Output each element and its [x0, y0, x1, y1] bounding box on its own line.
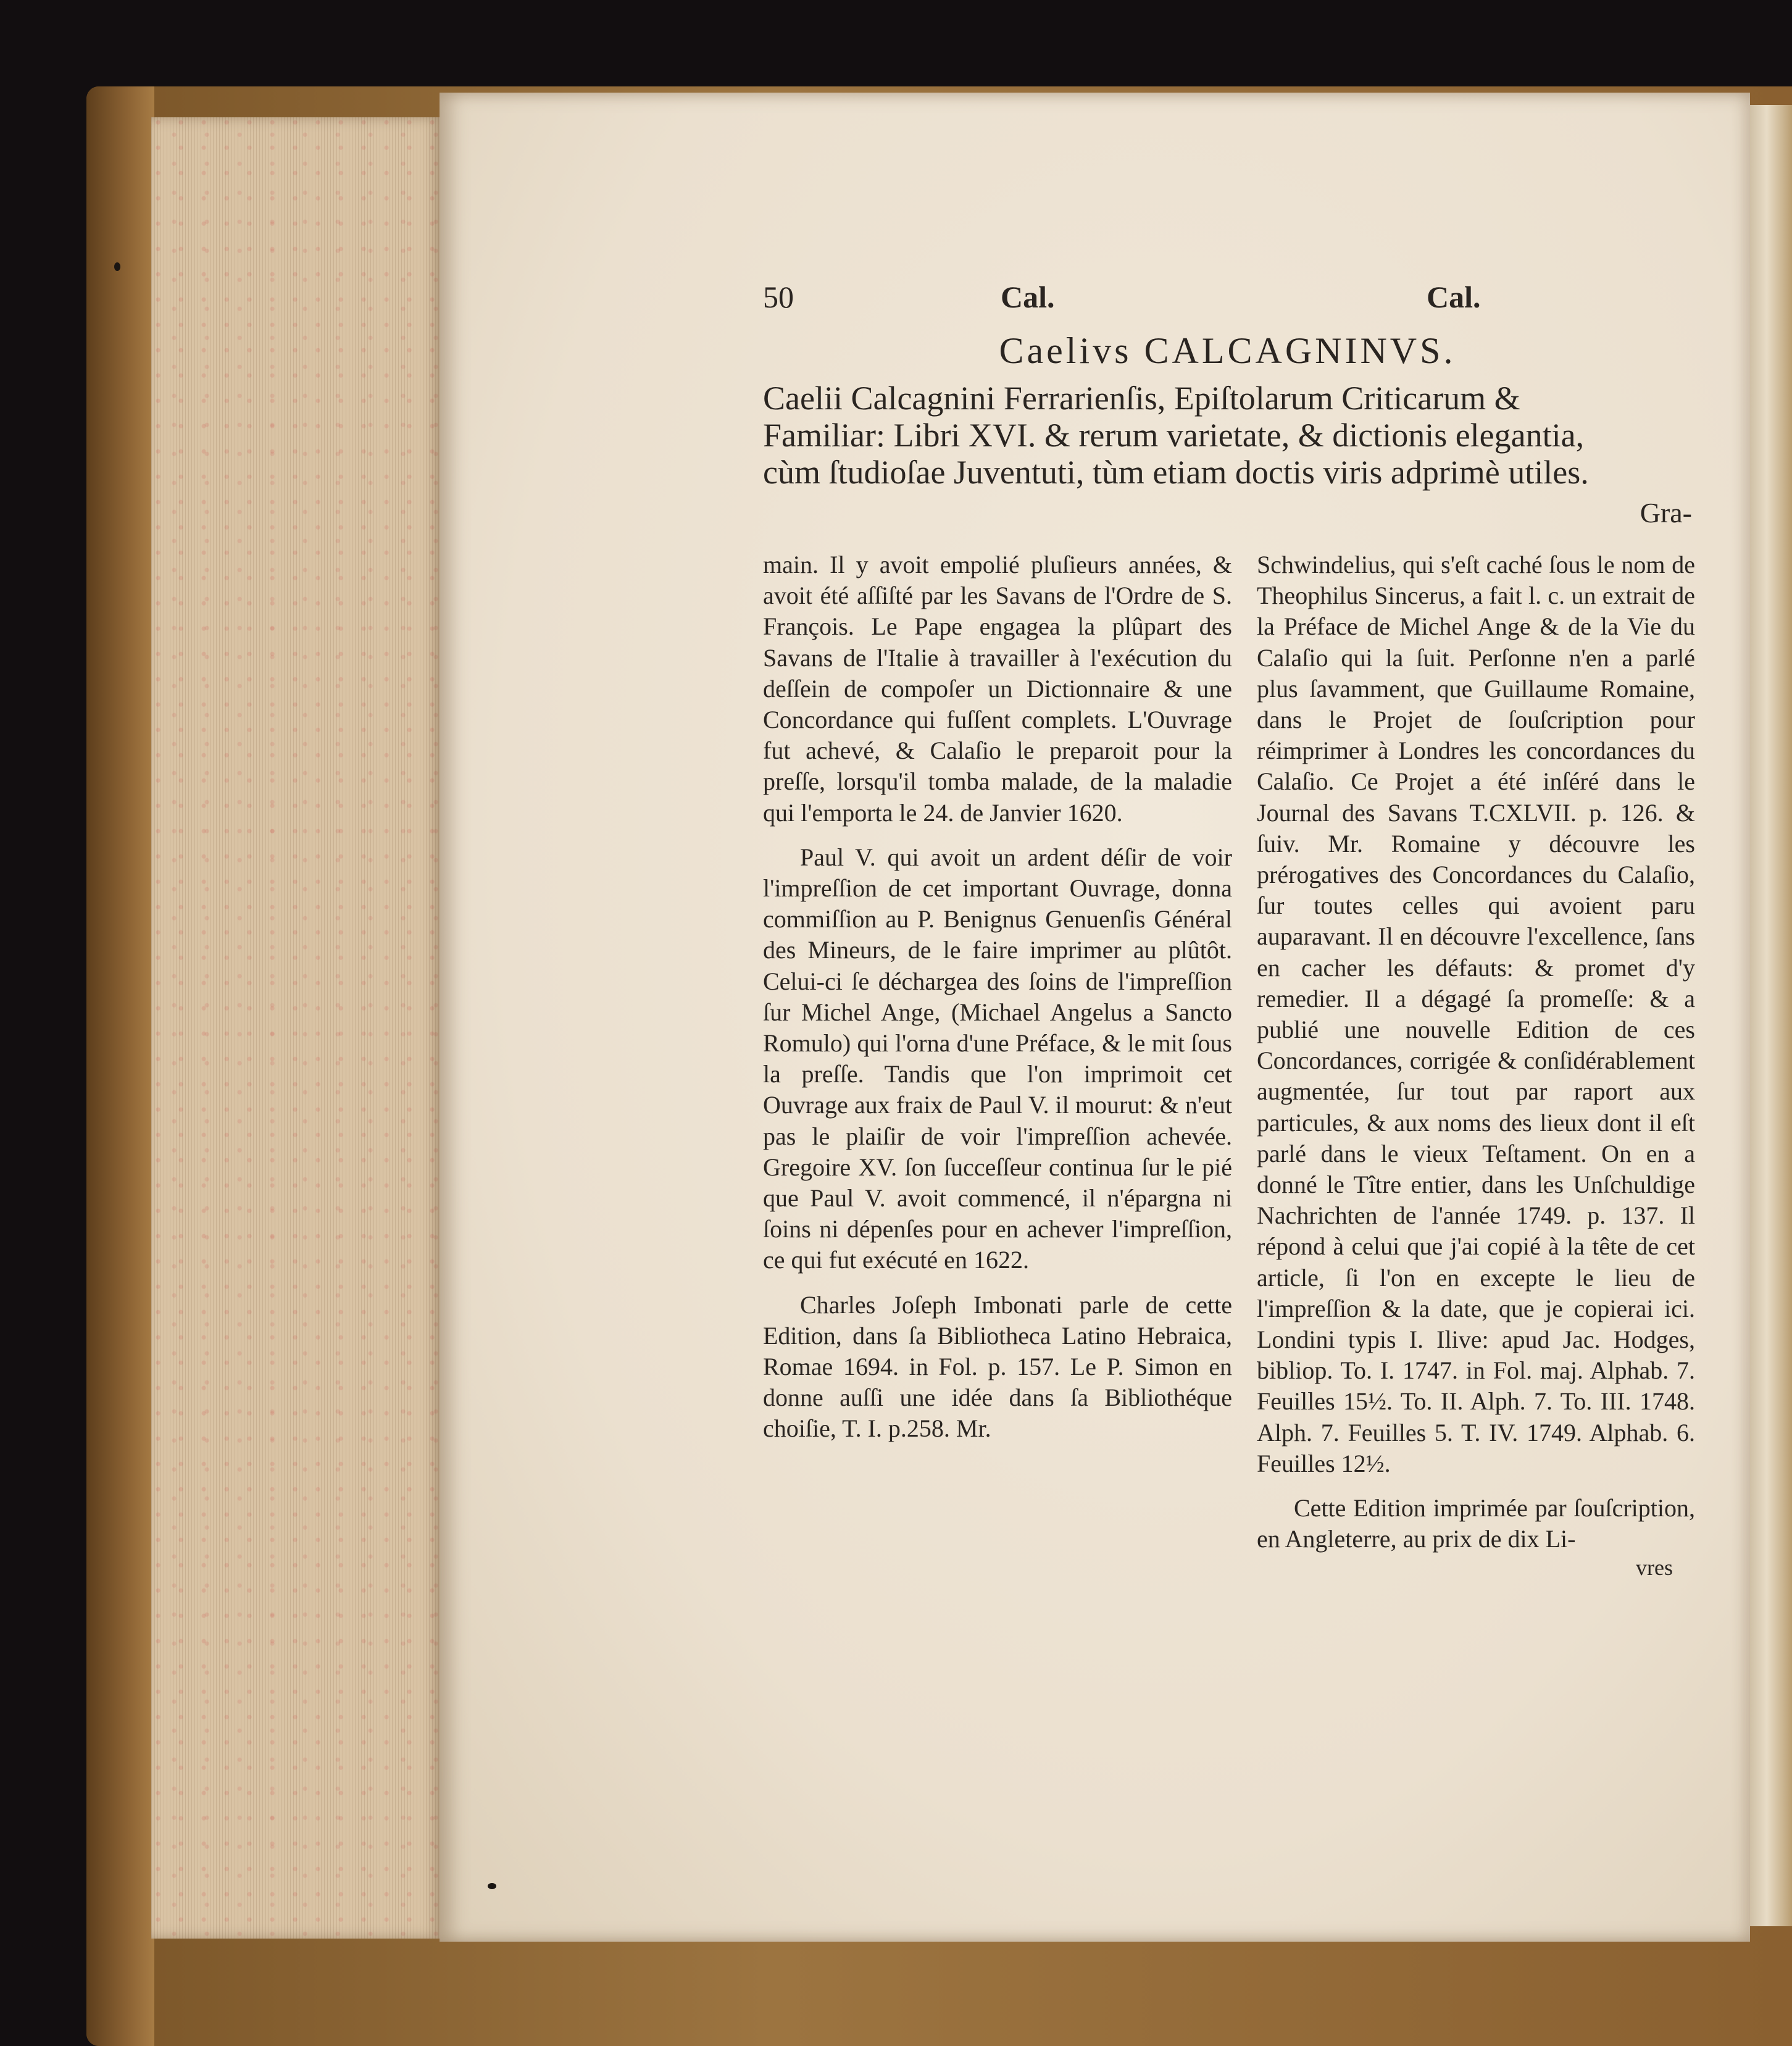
book-title-line: cùm ſtudioſae Juventuti, tùm etiam doctis viris adprimè utiles.	[763, 454, 1589, 491]
paragraph: Schwindelius, qui s'eſt caché ſous le nom de Theophilus Sincerus, a fait l. c. un extrait de la Préface de Michel Ange & de la Vie du Calaſio qui la ſuit. Perſonne n'en a parlé plus ſavamment, que Guillaume Romaine, dans le Projet de ſouſcription pour réimprimer à Londres les concordances du Calaſio. Ce Projet a été inſéré dans le Journal des Savans T.CXLVII. p. 126. & ſuiv. Mr. Romaine y découvre les prérogatives des Concordances du Calaſio, ſur toutes celles qui avoient paru auparavant. Il en découvre l'excellence, ſans en cacher les défauts: & promet d'y remedier. Il a dégagé ſa promeſſe: & a publié une nouvelle Edition de ces Concordances, corrigée & conſidérablement augmentée, ſur tout par raport aux particules, & aux noms des lieux dont il eſt parlé dans le vieux Teſtament. On en a donné le Tître entier, dans les Unſchuldige Nachrichten de l'année 1749. p. 137. Il répond à celui que j'ai copié à la tête de cet article, ſi l'on en excepte le lieu de l'impreſſion & la date, que je copierai ici. Londini typis I. Ilive: apud Jac. Hodges, bibliop. To. I. 1747. in Fol. maj. Alphab. 7. Feuilles 15½. To. II. Alph. 7. To. III. 1748. Alph. 7. Feuilles 5. T. IV. 1749. Alphab. 6. Feuilles 12½.	[1257, 551, 1695, 1477]
catchword: Gra-	[1640, 497, 1692, 528]
facing-page-edge	[1750, 105, 1792, 1926]
book-title-line: Caelii Calcagnini Ferrarienſis, Epiſtolarum Criticarum &	[763, 380, 1520, 417]
article-title: Caelivs CALCAGNINVS.	[999, 330, 1456, 371]
book-title	[763, 380, 1692, 491]
page-number: 50	[763, 280, 794, 314]
paragraph: Charles Joſeph Imbonati parle de cette Edition, dans ſa Bibliotheca Latino Hebraica, Romae 1694. in Fol. p. 157. Le P. Simon en donne auſſi une idée dans ſa Bibliothéque choiſie, T. I. p.258. Mr.	[763, 1290, 1232, 1443]
running-head-left: Cal.	[1001, 280, 1055, 314]
binding-stud	[114, 262, 120, 271]
right-column	[1257, 549, 1695, 1569]
paragraph: main. Il y avoit empolié pluſieurs années, & avoit été aſſiſté par les Savans de l'Ordre de S. François. Le Pape engagea la plûpart des Savans de l'Italie à travailler à l'exécution du deſſein de compoſer un Dictionnaire & une Concordance qui fuſſent complets. L'Ouvrage fut achevé, & Calaſio le preparoit pour la preſſe, lorsqu'il tomba malade, de la maladie qui l'emporta le 24. de Janvier 1620.	[763, 551, 1232, 827]
catchword-bottom: vres	[1636, 1555, 1673, 1580]
running-header	[763, 279, 1692, 322]
book-title-line: Familiar: Libri XVI. & rerum varietate, & dictionis elegantia,	[763, 417, 1585, 454]
paragraph: Paul V. qui avoit un ardent déſir de voir l'impreſſion de cet important Ouvrage, donna commiſſion au P. Benignus Genuenſis Général des Mineurs, de le faire imprimer au plûtôt. Celui-ci ſe déchargea des ſoins de l'impreſſion ſur Michel Ange, (Michael Angelus a Sancto Romulo) qui l'orna d'une Préface, & le mit ſous la preſſe. Tandis que l'on imprimoit cet Ouvrage aux fraix de Paul V. il mourut: & n'eut pas le plaiſir de voir l'impreſſion achevée. Gregoire XV. ſon ſucceſſeur continua ſur le pié que Paul V. avoit commencé, il n'épargna ni ſoins ni dépenſes pour en achever l'impreſſion, ce qui fut exécuté en 1622.	[763, 843, 1232, 1274]
book-cover-edge	[86, 86, 154, 2046]
ink-blot	[488, 1883, 496, 1889]
running-head-right: Cal.	[1427, 280, 1481, 314]
left-column	[763, 549, 1232, 1458]
paragraph: Cette Edition imprimée par ſouſcription, en Angleterre, au prix de dix Li-	[1257, 1494, 1695, 1553]
page-edges	[151, 117, 441, 1939]
